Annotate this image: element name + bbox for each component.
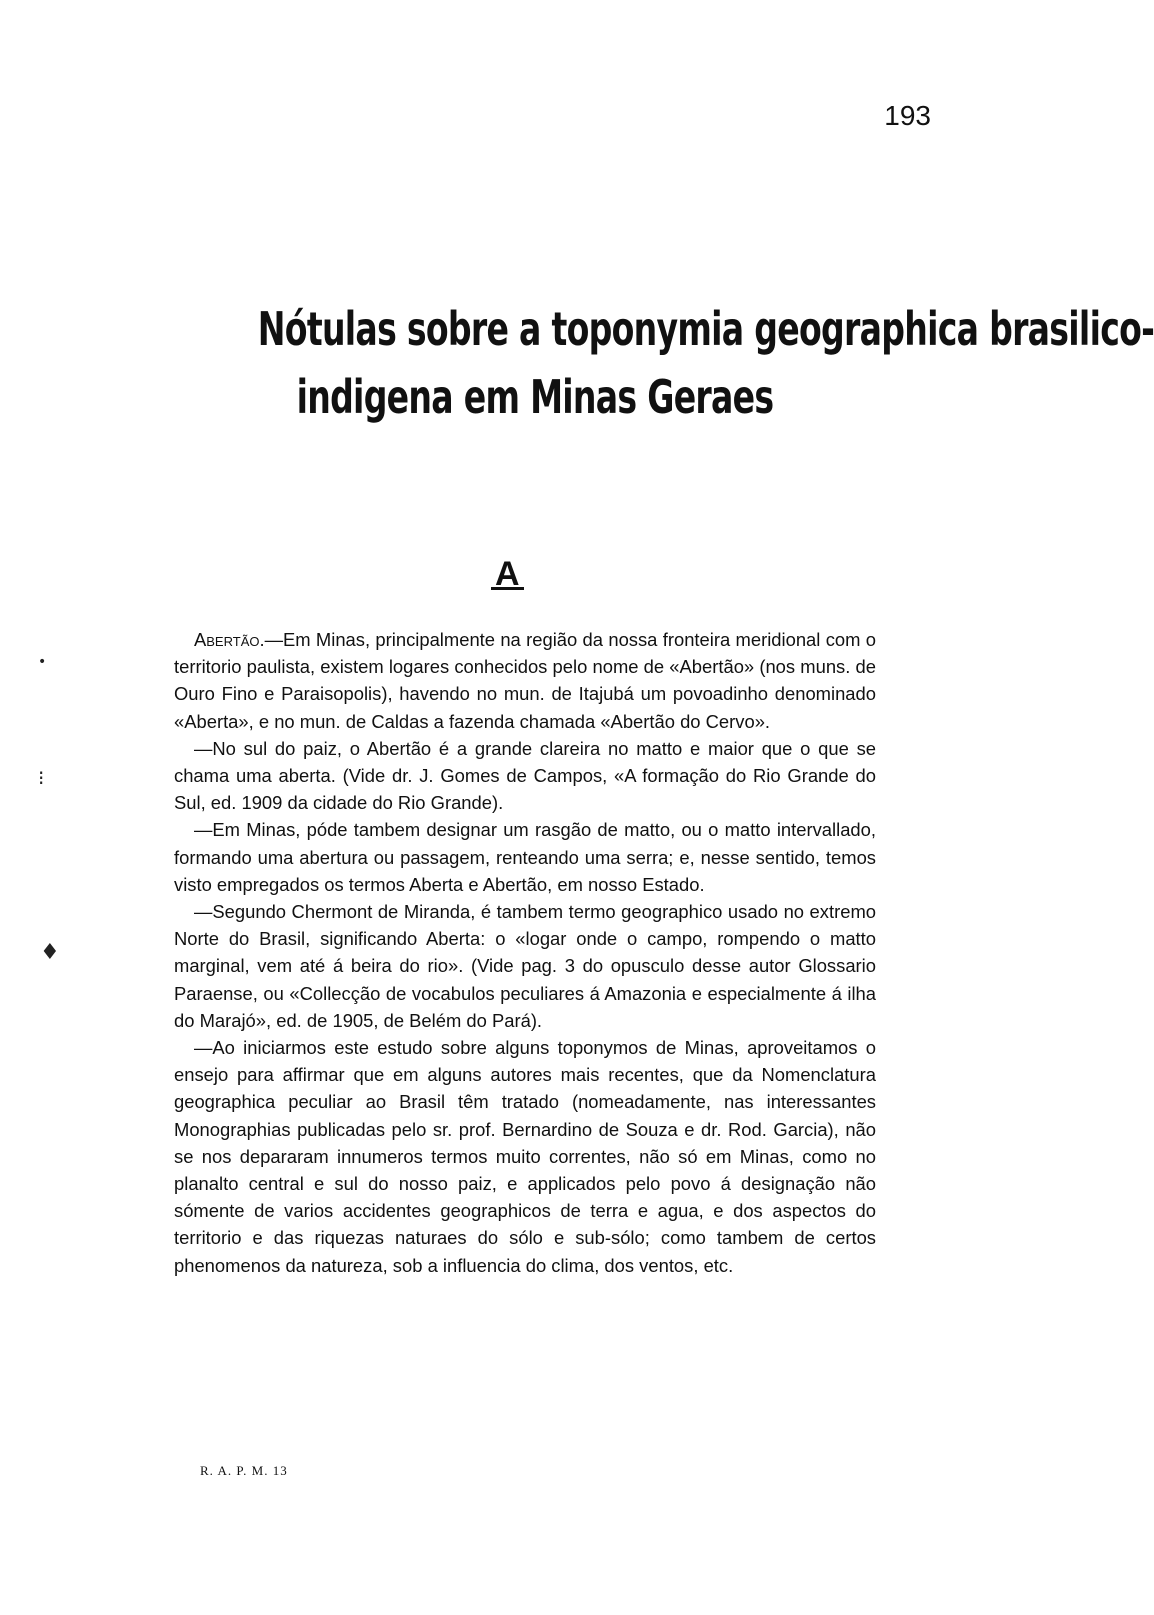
paragraph-sul: —No sul do paiz, o Abertão é a grande clareira no matto e maior que o que se chama uma aberta. (Vide dr. J. Gomes de Campos, «A formação do Rio Grande do Sul, ed. 1909 da cidade do Rio Grande).	[174, 737, 876, 814]
margin-diamond-mark: ♦	[40, 940, 60, 965]
footer-signature: R. A. P. M. 13	[200, 1463, 288, 1478]
margin-colon-mark: ⁝	[38, 766, 45, 790]
article-title	[257, 295, 1154, 431]
title-line-1: Nótulas sobre a toponymia geographica brasilico-	[257, 302, 1154, 356]
paragraph-text: —Em Minas, principalmente na região da nossa fronteira meridional com o territorio paulista, existem logares conhecidos pelo nome de «Abertão» (nos muns. de Ouro Fino e Paraisopolis), havendo no mun. de Itajubá um povoadinho denominado «Aberta», e no mun. de Caldas a fazenda chamada «Abertão do Cervo».	[174, 629, 876, 732]
article-body	[174, 626, 876, 1279]
paragraph-minas: —Em Minas, póde tambem designar um rasgão de matto, ou o matto intervallado, formando uma abertura ou passagem, renteando uma serra; e, nesse sentido, temos visto empregados os termos Aberta e Abertão, em nosso Estado.	[174, 819, 876, 895]
title-line-2: indigena em Minas Geraes	[296, 370, 774, 424]
entry-headword: Abertão.	[194, 629, 265, 650]
page-number: 193	[884, 100, 931, 131]
paragraph-estudo: —Ao iniciarmos este estudo sobre alguns toponymos de Minas, aproveitamos o ensejo para affirmar que em alguns autores mais recentes, que da Nomenclatura geographica peculiar ao Brasil têm tratado (nomeadamente, nas interessantes Monographias publicadas pelo sr. prof. Bernardino de Souza e dr. Rod. Garcia), não se nos depararam innumeros termos muito correntes, não só em Minas, como no planalto central e sul do nosso paiz, e applicados pelo povo á designação não sómente de varios accidentes geographicos de terra e agua, e dos aspectos do territorio e das riquezas naturaes do sólo e sub-sólo; como tambem de certos phenomenos da natureza, sob a influencia do clima, dos ventos, etc.	[174, 1037, 876, 1276]
paragraph-abertao	[174, 626, 876, 735]
section-letter: A	[495, 555, 520, 593]
paragraph-chermont: —Segundo Chermont de Miranda, é tambem termo geographico usado no extremo Norte do Brasil, significando Aberta: o «logar onde o campo, rompendo o matto marginal, vem até á beira do rio». (Vide pag. 3 do opusculo desse autor Glossario Paraense, ou «Collecção de vocabulos peculiares á Amazonia e especialmente á ilha do Marajó», ed. de 1905, de Belém do Pará).	[174, 901, 876, 1031]
margin-dot-mark: •	[38, 654, 47, 670]
